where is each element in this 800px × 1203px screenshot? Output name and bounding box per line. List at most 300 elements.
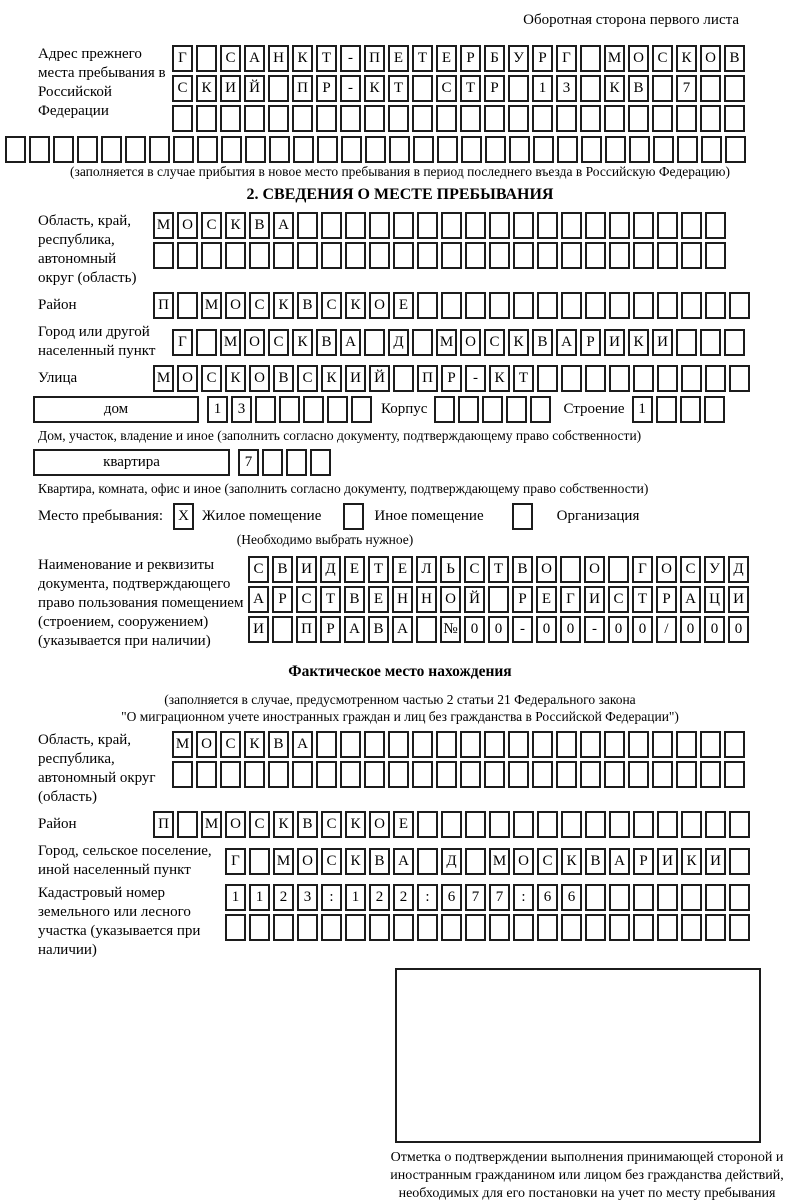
char-cell[interactable] xyxy=(441,292,462,319)
char-cell[interactable]: М xyxy=(273,848,294,875)
char-cell[interactable]: О xyxy=(196,731,217,758)
char-cell[interactable]: 7 xyxy=(238,449,259,476)
char-cell[interactable] xyxy=(513,914,534,941)
char-cell[interactable] xyxy=(561,365,582,392)
char-cell[interactable]: К xyxy=(225,365,246,392)
char-cell[interactable] xyxy=(681,292,702,319)
char-cell[interactable] xyxy=(417,811,438,838)
char-cell[interactable]: К xyxy=(604,75,625,102)
char-cell[interactable] xyxy=(434,396,455,423)
char-cell[interactable] xyxy=(676,329,697,356)
char-cell[interactable]: О xyxy=(244,329,265,356)
char-cell[interactable]: Т xyxy=(488,556,509,583)
char-cell[interactable] xyxy=(484,105,505,132)
char-cell[interactable] xyxy=(460,731,481,758)
char-cell[interactable] xyxy=(297,914,318,941)
char-cell[interactable]: А xyxy=(556,329,577,356)
char-cell[interactable]: М xyxy=(201,811,222,838)
char-cell[interactable] xyxy=(268,761,289,788)
char-cell[interactable]: 0 xyxy=(464,616,485,643)
char-cell[interactable]: 6 xyxy=(537,884,558,911)
char-cell[interactable] xyxy=(609,914,630,941)
char-cell[interactable] xyxy=(196,761,217,788)
char-cell[interactable]: : xyxy=(417,884,438,911)
char-cell[interactable] xyxy=(704,396,725,423)
char-cell[interactable]: 1 xyxy=(532,75,553,102)
char-cell[interactable] xyxy=(676,731,697,758)
char-cell[interactable]: К xyxy=(364,75,385,102)
char-cell[interactable] xyxy=(441,914,462,941)
char-cell[interactable] xyxy=(465,811,486,838)
char-cell[interactable] xyxy=(537,212,558,239)
char-cell[interactable]: Р xyxy=(460,45,481,72)
char-cell[interactable]: О xyxy=(297,848,318,875)
char-cell[interactable] xyxy=(556,731,577,758)
checkbox-organizatsiya[interactable] xyxy=(512,503,533,530)
char-cell[interactable]: П xyxy=(153,811,174,838)
char-cell[interactable] xyxy=(729,292,750,319)
char-cell[interactable]: С xyxy=(201,212,222,239)
char-cell[interactable] xyxy=(489,811,510,838)
char-cell[interactable] xyxy=(417,914,438,941)
char-cell[interactable]: И xyxy=(345,365,366,392)
char-cell[interactable]: С xyxy=(268,329,289,356)
char-cell[interactable]: 7 xyxy=(465,884,486,911)
char-cell[interactable]: 6 xyxy=(561,884,582,911)
char-cell[interactable] xyxy=(292,105,313,132)
char-cell[interactable] xyxy=(585,212,606,239)
char-cell[interactable] xyxy=(293,136,314,163)
char-cell[interactable] xyxy=(340,105,361,132)
char-cell[interactable]: К xyxy=(321,365,342,392)
char-cell[interactable] xyxy=(436,105,457,132)
char-cell[interactable] xyxy=(633,365,654,392)
char-cell[interactable] xyxy=(441,212,462,239)
char-cell[interactable]: Е xyxy=(393,292,414,319)
char-cell[interactable]: В xyxy=(368,616,389,643)
char-cell[interactable]: 3 xyxy=(297,884,318,911)
char-cell[interactable] xyxy=(201,242,222,269)
char-cell[interactable]: Р xyxy=(512,586,533,613)
char-cell[interactable] xyxy=(609,884,630,911)
char-cell[interactable]: 0 xyxy=(488,616,509,643)
char-cell[interactable] xyxy=(437,136,458,163)
char-cell[interactable] xyxy=(605,136,626,163)
char-cell[interactable] xyxy=(585,811,606,838)
char-cell[interactable]: О xyxy=(369,292,390,319)
char-cell[interactable]: В xyxy=(532,329,553,356)
char-cell[interactable] xyxy=(513,242,534,269)
char-cell[interactable] xyxy=(530,396,551,423)
char-cell[interactable]: О xyxy=(369,811,390,838)
char-cell[interactable] xyxy=(5,136,26,163)
char-cell[interactable] xyxy=(657,914,678,941)
char-cell[interactable] xyxy=(393,914,414,941)
char-cell[interactable]: С xyxy=(297,365,318,392)
char-cell[interactable]: 1 xyxy=(632,396,653,423)
char-cell[interactable]: А xyxy=(248,586,269,613)
char-cell[interactable]: : xyxy=(321,884,342,911)
char-cell[interactable]: № xyxy=(440,616,461,643)
char-cell[interactable] xyxy=(321,914,342,941)
char-cell[interactable] xyxy=(441,811,462,838)
char-cell[interactable] xyxy=(700,75,721,102)
char-cell[interactable] xyxy=(262,449,283,476)
char-cell[interactable] xyxy=(681,884,702,911)
char-cell[interactable] xyxy=(389,136,410,163)
char-cell[interactable] xyxy=(279,396,300,423)
char-cell[interactable] xyxy=(633,242,654,269)
char-cell[interactable] xyxy=(340,761,361,788)
char-cell[interactable]: Й xyxy=(369,365,390,392)
checkbox-inoe[interactable] xyxy=(343,503,364,530)
char-cell[interactable]: П xyxy=(417,365,438,392)
char-cell[interactable]: Е xyxy=(368,586,389,613)
char-cell[interactable]: 7 xyxy=(489,884,510,911)
char-cell[interactable] xyxy=(249,848,270,875)
char-cell[interactable] xyxy=(268,75,289,102)
char-cell[interactable]: В xyxy=(268,731,289,758)
char-cell[interactable] xyxy=(724,105,745,132)
char-cell[interactable]: М xyxy=(604,45,625,72)
char-cell[interactable]: Ц xyxy=(704,586,725,613)
char-cell[interactable] xyxy=(417,292,438,319)
char-cell[interactable]: К xyxy=(628,329,649,356)
char-cell[interactable] xyxy=(633,292,654,319)
char-cell[interactable]: 0 xyxy=(536,616,557,643)
char-cell[interactable] xyxy=(705,914,726,941)
char-cell[interactable]: - xyxy=(340,45,361,72)
char-cell[interactable]: О xyxy=(700,45,721,72)
char-cell[interactable] xyxy=(652,761,673,788)
char-cell[interactable]: С xyxy=(321,811,342,838)
char-cell[interactable]: С xyxy=(537,848,558,875)
char-cell[interactable] xyxy=(705,242,726,269)
char-cell[interactable] xyxy=(244,105,265,132)
char-cell[interactable] xyxy=(255,396,276,423)
char-cell[interactable]: И xyxy=(604,329,625,356)
char-cell[interactable] xyxy=(681,242,702,269)
char-cell[interactable]: П xyxy=(296,616,317,643)
char-cell[interactable] xyxy=(249,914,270,941)
char-cell[interactable]: И xyxy=(296,556,317,583)
char-cell[interactable]: Г xyxy=(632,556,653,583)
char-cell[interactable]: В xyxy=(512,556,533,583)
char-cell[interactable]: : xyxy=(513,884,534,911)
char-cell[interactable]: В xyxy=(297,292,318,319)
char-cell[interactable] xyxy=(532,105,553,132)
char-cell[interactable] xyxy=(245,136,266,163)
char-cell[interactable] xyxy=(489,292,510,319)
char-cell[interactable] xyxy=(458,396,479,423)
char-cell[interactable] xyxy=(460,761,481,788)
char-cell[interactable] xyxy=(609,242,630,269)
char-cell[interactable]: 1 xyxy=(345,884,366,911)
char-cell[interactable]: - xyxy=(340,75,361,102)
char-cell[interactable] xyxy=(196,329,217,356)
char-cell[interactable]: К xyxy=(345,292,366,319)
char-cell[interactable] xyxy=(484,761,505,788)
char-cell[interactable] xyxy=(585,292,606,319)
char-cell[interactable] xyxy=(680,396,701,423)
char-cell[interactable] xyxy=(604,761,625,788)
char-cell[interactable]: Т xyxy=(632,586,653,613)
char-cell[interactable] xyxy=(609,212,630,239)
char-cell[interactable]: М xyxy=(220,329,241,356)
char-cell[interactable]: В xyxy=(272,556,293,583)
char-cell[interactable] xyxy=(628,761,649,788)
char-cell[interactable] xyxy=(412,731,433,758)
char-cell[interactable]: А xyxy=(273,212,294,239)
char-cell[interactable] xyxy=(244,761,265,788)
char-cell[interactable] xyxy=(513,811,534,838)
char-cell[interactable]: 0 xyxy=(680,616,701,643)
char-cell[interactable] xyxy=(705,365,726,392)
char-cell[interactable] xyxy=(417,242,438,269)
char-cell[interactable] xyxy=(652,731,673,758)
char-cell[interactable] xyxy=(676,761,697,788)
char-cell[interactable] xyxy=(508,75,529,102)
char-cell[interactable] xyxy=(657,292,678,319)
char-cell[interactable] xyxy=(633,884,654,911)
char-cell[interactable] xyxy=(369,914,390,941)
char-cell[interactable]: К xyxy=(561,848,582,875)
char-cell[interactable]: В xyxy=(344,586,365,613)
char-cell[interactable] xyxy=(532,761,553,788)
char-cell[interactable]: В xyxy=(273,365,294,392)
char-cell[interactable]: Н xyxy=(416,586,437,613)
char-cell[interactable]: М xyxy=(489,848,510,875)
char-cell[interactable]: К xyxy=(244,731,265,758)
char-cell[interactable]: В xyxy=(249,212,270,239)
char-cell[interactable]: Т xyxy=(460,75,481,102)
char-cell[interactable] xyxy=(465,914,486,941)
char-cell[interactable] xyxy=(729,365,750,392)
char-cell[interactable]: И xyxy=(248,616,269,643)
char-cell[interactable] xyxy=(537,292,558,319)
char-cell[interactable] xyxy=(177,811,198,838)
char-cell[interactable] xyxy=(489,242,510,269)
char-cell[interactable]: - xyxy=(584,616,605,643)
char-cell[interactable] xyxy=(681,914,702,941)
char-cell[interactable] xyxy=(273,914,294,941)
char-cell[interactable] xyxy=(657,811,678,838)
char-cell[interactable] xyxy=(197,136,218,163)
char-cell[interactable]: Т xyxy=(368,556,389,583)
char-cell[interactable] xyxy=(609,292,630,319)
char-cell[interactable]: Е xyxy=(393,811,414,838)
char-cell[interactable] xyxy=(701,136,722,163)
char-cell[interactable]: С xyxy=(172,75,193,102)
char-cell[interactable]: В xyxy=(724,45,745,72)
char-cell[interactable]: Т xyxy=(412,45,433,72)
char-cell[interactable]: М xyxy=(172,731,193,758)
char-cell[interactable] xyxy=(580,75,601,102)
char-cell[interactable]: Р xyxy=(320,616,341,643)
char-cell[interactable] xyxy=(677,136,698,163)
char-cell[interactable]: А xyxy=(609,848,630,875)
char-cell[interactable]: Е xyxy=(392,556,413,583)
char-cell[interactable] xyxy=(556,105,577,132)
char-cell[interactable] xyxy=(225,914,246,941)
char-cell[interactable] xyxy=(249,242,270,269)
char-cell[interactable] xyxy=(628,731,649,758)
char-cell[interactable]: А xyxy=(292,731,313,758)
char-cell[interactable] xyxy=(608,556,629,583)
char-cell[interactable] xyxy=(125,136,146,163)
char-cell[interactable] xyxy=(340,731,361,758)
char-cell[interactable] xyxy=(681,365,702,392)
char-cell[interactable] xyxy=(580,45,601,72)
char-cell[interactable]: К xyxy=(676,45,697,72)
char-cell[interactable] xyxy=(365,136,386,163)
char-cell[interactable]: М xyxy=(153,365,174,392)
char-cell[interactable] xyxy=(177,292,198,319)
char-cell[interactable]: Е xyxy=(436,45,457,72)
char-cell[interactable]: 7 xyxy=(676,75,697,102)
char-cell[interactable] xyxy=(561,811,582,838)
char-cell[interactable] xyxy=(225,242,246,269)
char-cell[interactable] xyxy=(393,365,414,392)
char-cell[interactable]: В xyxy=(369,848,390,875)
char-cell[interactable] xyxy=(585,914,606,941)
char-cell[interactable] xyxy=(393,212,414,239)
char-cell[interactable] xyxy=(700,761,721,788)
char-cell[interactable] xyxy=(369,212,390,239)
char-cell[interactable]: Р xyxy=(441,365,462,392)
char-cell[interactable] xyxy=(297,212,318,239)
char-cell[interactable]: Е xyxy=(536,586,557,613)
char-cell[interactable]: Й xyxy=(464,586,485,613)
char-cell[interactable] xyxy=(196,105,217,132)
char-cell[interactable] xyxy=(220,105,241,132)
char-cell[interactable]: О xyxy=(513,848,534,875)
char-cell[interactable] xyxy=(585,242,606,269)
char-cell[interactable] xyxy=(729,884,750,911)
char-cell[interactable] xyxy=(369,242,390,269)
char-cell[interactable]: К xyxy=(225,212,246,239)
char-cell[interactable] xyxy=(657,884,678,911)
char-cell[interactable] xyxy=(537,914,558,941)
char-cell[interactable] xyxy=(303,396,324,423)
char-cell[interactable] xyxy=(364,731,385,758)
char-cell[interactable] xyxy=(657,242,678,269)
char-cell[interactable] xyxy=(561,212,582,239)
char-cell[interactable]: 0 xyxy=(704,616,725,643)
char-cell[interactable]: О xyxy=(584,556,605,583)
char-cell[interactable]: А xyxy=(392,616,413,643)
char-cell[interactable]: В xyxy=(585,848,606,875)
char-cell[interactable]: 0 xyxy=(728,616,749,643)
char-cell[interactable]: С xyxy=(484,329,505,356)
char-cell[interactable] xyxy=(196,45,217,72)
char-cell[interactable] xyxy=(173,136,194,163)
char-cell[interactable]: И xyxy=(652,329,673,356)
char-cell[interactable] xyxy=(351,396,372,423)
char-cell[interactable]: С xyxy=(248,556,269,583)
char-cell[interactable] xyxy=(560,556,581,583)
char-cell[interactable] xyxy=(489,914,510,941)
char-cell[interactable]: О xyxy=(440,586,461,613)
char-cell[interactable] xyxy=(532,731,553,758)
char-cell[interactable] xyxy=(609,365,630,392)
char-cell[interactable] xyxy=(561,292,582,319)
char-cell[interactable] xyxy=(417,848,438,875)
char-cell[interactable]: П xyxy=(153,292,174,319)
char-cell[interactable] xyxy=(465,212,486,239)
char-cell[interactable] xyxy=(172,761,193,788)
char-cell[interactable] xyxy=(436,731,457,758)
char-cell[interactable] xyxy=(580,731,601,758)
char-cell[interactable]: И xyxy=(220,75,241,102)
char-cell[interactable] xyxy=(488,586,509,613)
char-cell[interactable] xyxy=(537,242,558,269)
char-cell[interactable] xyxy=(413,136,434,163)
char-cell[interactable] xyxy=(533,136,554,163)
char-cell[interactable] xyxy=(681,811,702,838)
char-cell[interactable] xyxy=(556,761,577,788)
char-cell[interactable] xyxy=(537,365,558,392)
char-cell[interactable] xyxy=(729,914,750,941)
char-cell[interactable] xyxy=(412,105,433,132)
char-cell[interactable]: С xyxy=(249,811,270,838)
char-cell[interactable] xyxy=(321,212,342,239)
char-cell[interactable]: Р xyxy=(580,329,601,356)
char-cell[interactable] xyxy=(705,811,726,838)
char-cell[interactable] xyxy=(705,292,726,319)
char-cell[interactable] xyxy=(633,914,654,941)
char-cell[interactable] xyxy=(220,761,241,788)
char-cell[interactable]: О xyxy=(628,45,649,72)
char-cell[interactable] xyxy=(388,731,409,758)
char-cell[interactable]: И xyxy=(705,848,726,875)
char-cell[interactable] xyxy=(676,105,697,132)
char-cell[interactable]: Й xyxy=(244,75,265,102)
char-cell[interactable]: Р xyxy=(484,75,505,102)
char-cell[interactable]: Л xyxy=(416,556,437,583)
checkbox-zhiloe[interactable]: X xyxy=(173,503,194,530)
char-cell[interactable] xyxy=(705,884,726,911)
char-cell[interactable] xyxy=(700,329,721,356)
char-cell[interactable]: В xyxy=(628,75,649,102)
char-cell[interactable]: Т xyxy=(320,586,341,613)
char-cell[interactable]: Р xyxy=(272,586,293,613)
char-cell[interactable]: 2 xyxy=(393,884,414,911)
char-cell[interactable]: - xyxy=(512,616,533,643)
char-cell[interactable]: Г xyxy=(556,45,577,72)
char-cell[interactable] xyxy=(461,136,482,163)
char-cell[interactable] xyxy=(316,105,337,132)
char-cell[interactable] xyxy=(460,105,481,132)
char-cell[interactable]: О xyxy=(460,329,481,356)
char-cell[interactable] xyxy=(705,212,726,239)
char-cell[interactable] xyxy=(580,105,601,132)
char-cell[interactable] xyxy=(269,136,290,163)
char-cell[interactable]: 3 xyxy=(231,396,252,423)
char-cell[interactable]: С xyxy=(608,586,629,613)
kvartira-type-box[interactable]: квартира xyxy=(33,449,230,476)
char-cell[interactable]: 2 xyxy=(273,884,294,911)
char-cell[interactable] xyxy=(53,136,74,163)
char-cell[interactable] xyxy=(557,136,578,163)
char-cell[interactable] xyxy=(656,396,677,423)
char-cell[interactable]: Р xyxy=(316,75,337,102)
char-cell[interactable] xyxy=(633,212,654,239)
char-cell[interactable]: Д xyxy=(441,848,462,875)
char-cell[interactable] xyxy=(388,761,409,788)
char-cell[interactable]: О xyxy=(536,556,557,583)
char-cell[interactable] xyxy=(482,396,503,423)
